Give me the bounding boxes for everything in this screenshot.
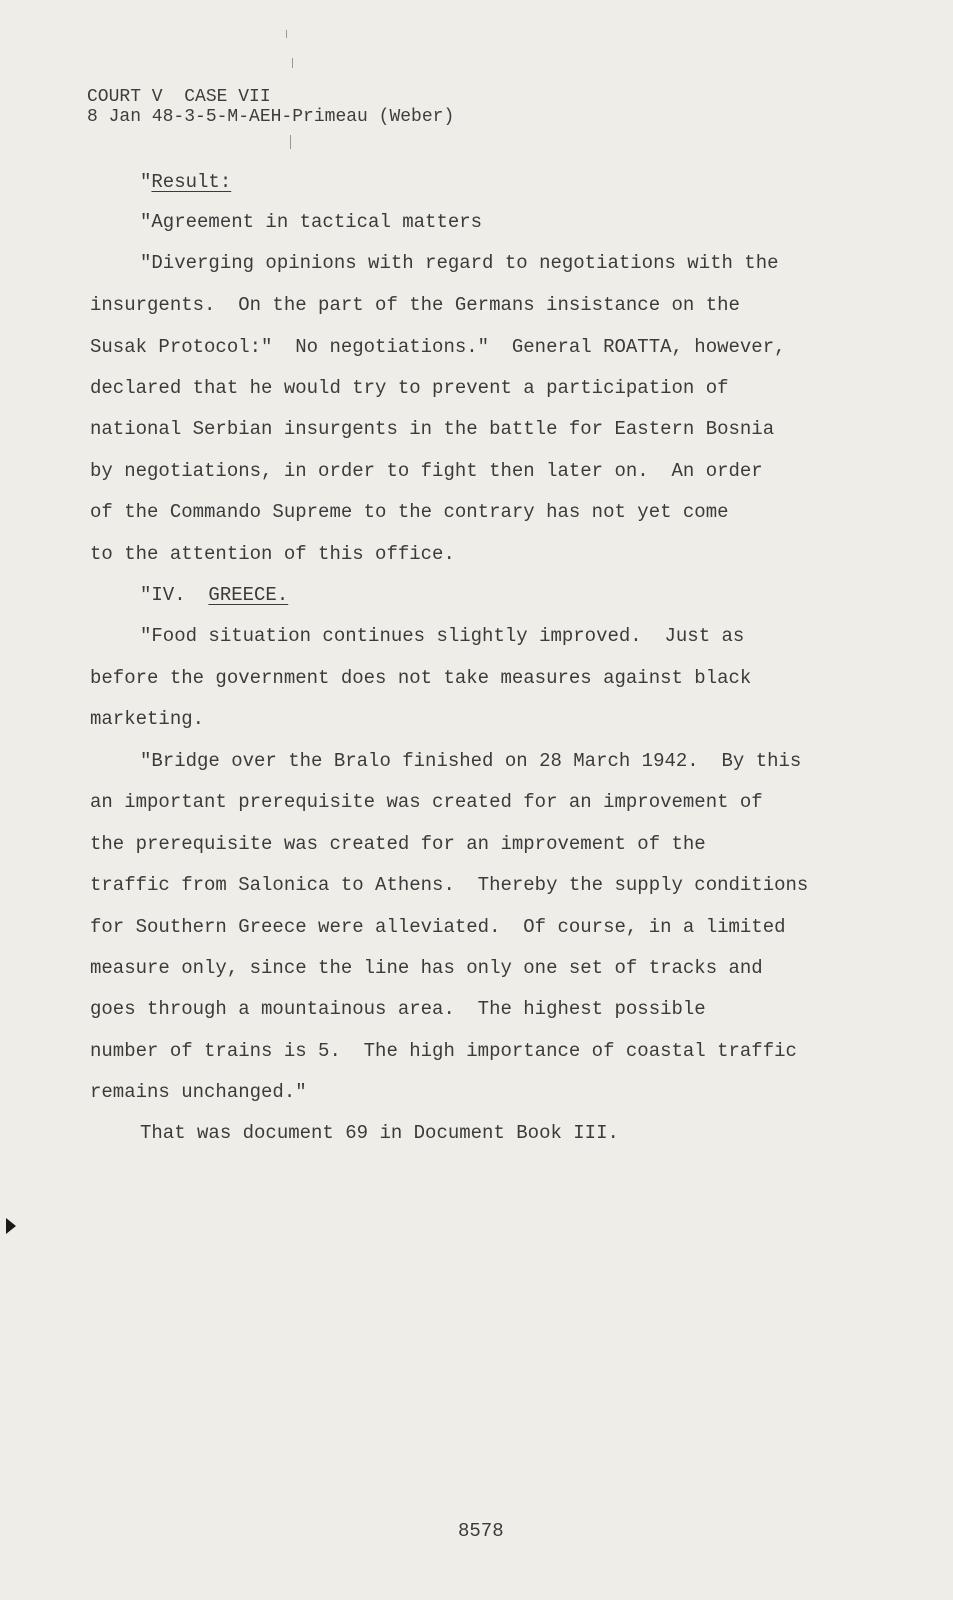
paragraph-line: national Serbian insurgents in the battle for Eastern Bosnia <box>90 418 775 440</box>
greece-heading <box>140 584 288 606</box>
paragraph-line: "Food situation continues slightly improved. Just as <box>140 625 745 647</box>
paragraph-line: by negotiations, in order to fight then later on. An order <box>90 460 763 482</box>
court-case-header: COURT V CASE VII <box>87 87 271 107</box>
paragraph-line: of the Commando Supreme to the contrary has not yet come <box>90 501 729 523</box>
paragraph-line: traffic from Salonica to Athens. Thereby the supply conditions <box>90 874 809 896</box>
greece-prefix: "IV. <box>140 584 209 606</box>
paragraph-line: Susak Protocol:" No negotiations." General ROATTA, however, <box>90 336 786 358</box>
paragraph-line: goes through a mountainous area. The highest possible <box>90 998 706 1020</box>
result-heading <box>140 171 231 193</box>
paragraph-line: "Agreement in tactical matters <box>140 211 483 233</box>
date-reference-header: 8 Jan 48-3-5-M-AEH-Primeau (Weber) <box>87 107 455 127</box>
paper-speck <box>286 30 287 38</box>
paragraph-line: marketing. <box>90 708 205 730</box>
paper-speck <box>290 135 291 149</box>
result-label: Result: <box>151 171 232 193</box>
paragraph-line: "Bridge over the Bralo finished on 28 March 1942. By this <box>140 750 802 772</box>
greece-label: GREECE. <box>208 584 289 606</box>
paragraph-line: "Diverging opinions with regard to negotiations with the <box>140 252 779 274</box>
paragraph-line: an important prerequisite was created for an improvement of <box>90 791 763 813</box>
paragraph-line: measure only, since the line has only one set of tracks and <box>90 957 763 979</box>
paper-speck <box>292 58 293 68</box>
paragraph-line: before the government does not take measures against black <box>90 667 752 689</box>
paragraph-line: for Southern Greece were alleviated. Of course, in a limited <box>90 916 786 938</box>
paragraph-line: number of trains is 5. The high importance of coastal traffic <box>90 1040 797 1062</box>
closing-line: That was document 69 in Document Book III. <box>140 1122 619 1144</box>
paragraph-line: the prerequisite was created for an improvement of the <box>90 833 706 855</box>
paragraph-line: insurgents. On the part of the Germans insistance on the <box>90 294 740 316</box>
paragraph-line: remains unchanged." <box>90 1081 307 1103</box>
page-number: 8578 <box>458 1520 504 1542</box>
paragraph-line: to the attention of this office. <box>90 543 455 565</box>
result-quote: " <box>140 171 152 193</box>
paragraph-line: declared that he would try to prevent a participation of <box>90 377 729 399</box>
margin-arrow-mark <box>6 1218 16 1234</box>
